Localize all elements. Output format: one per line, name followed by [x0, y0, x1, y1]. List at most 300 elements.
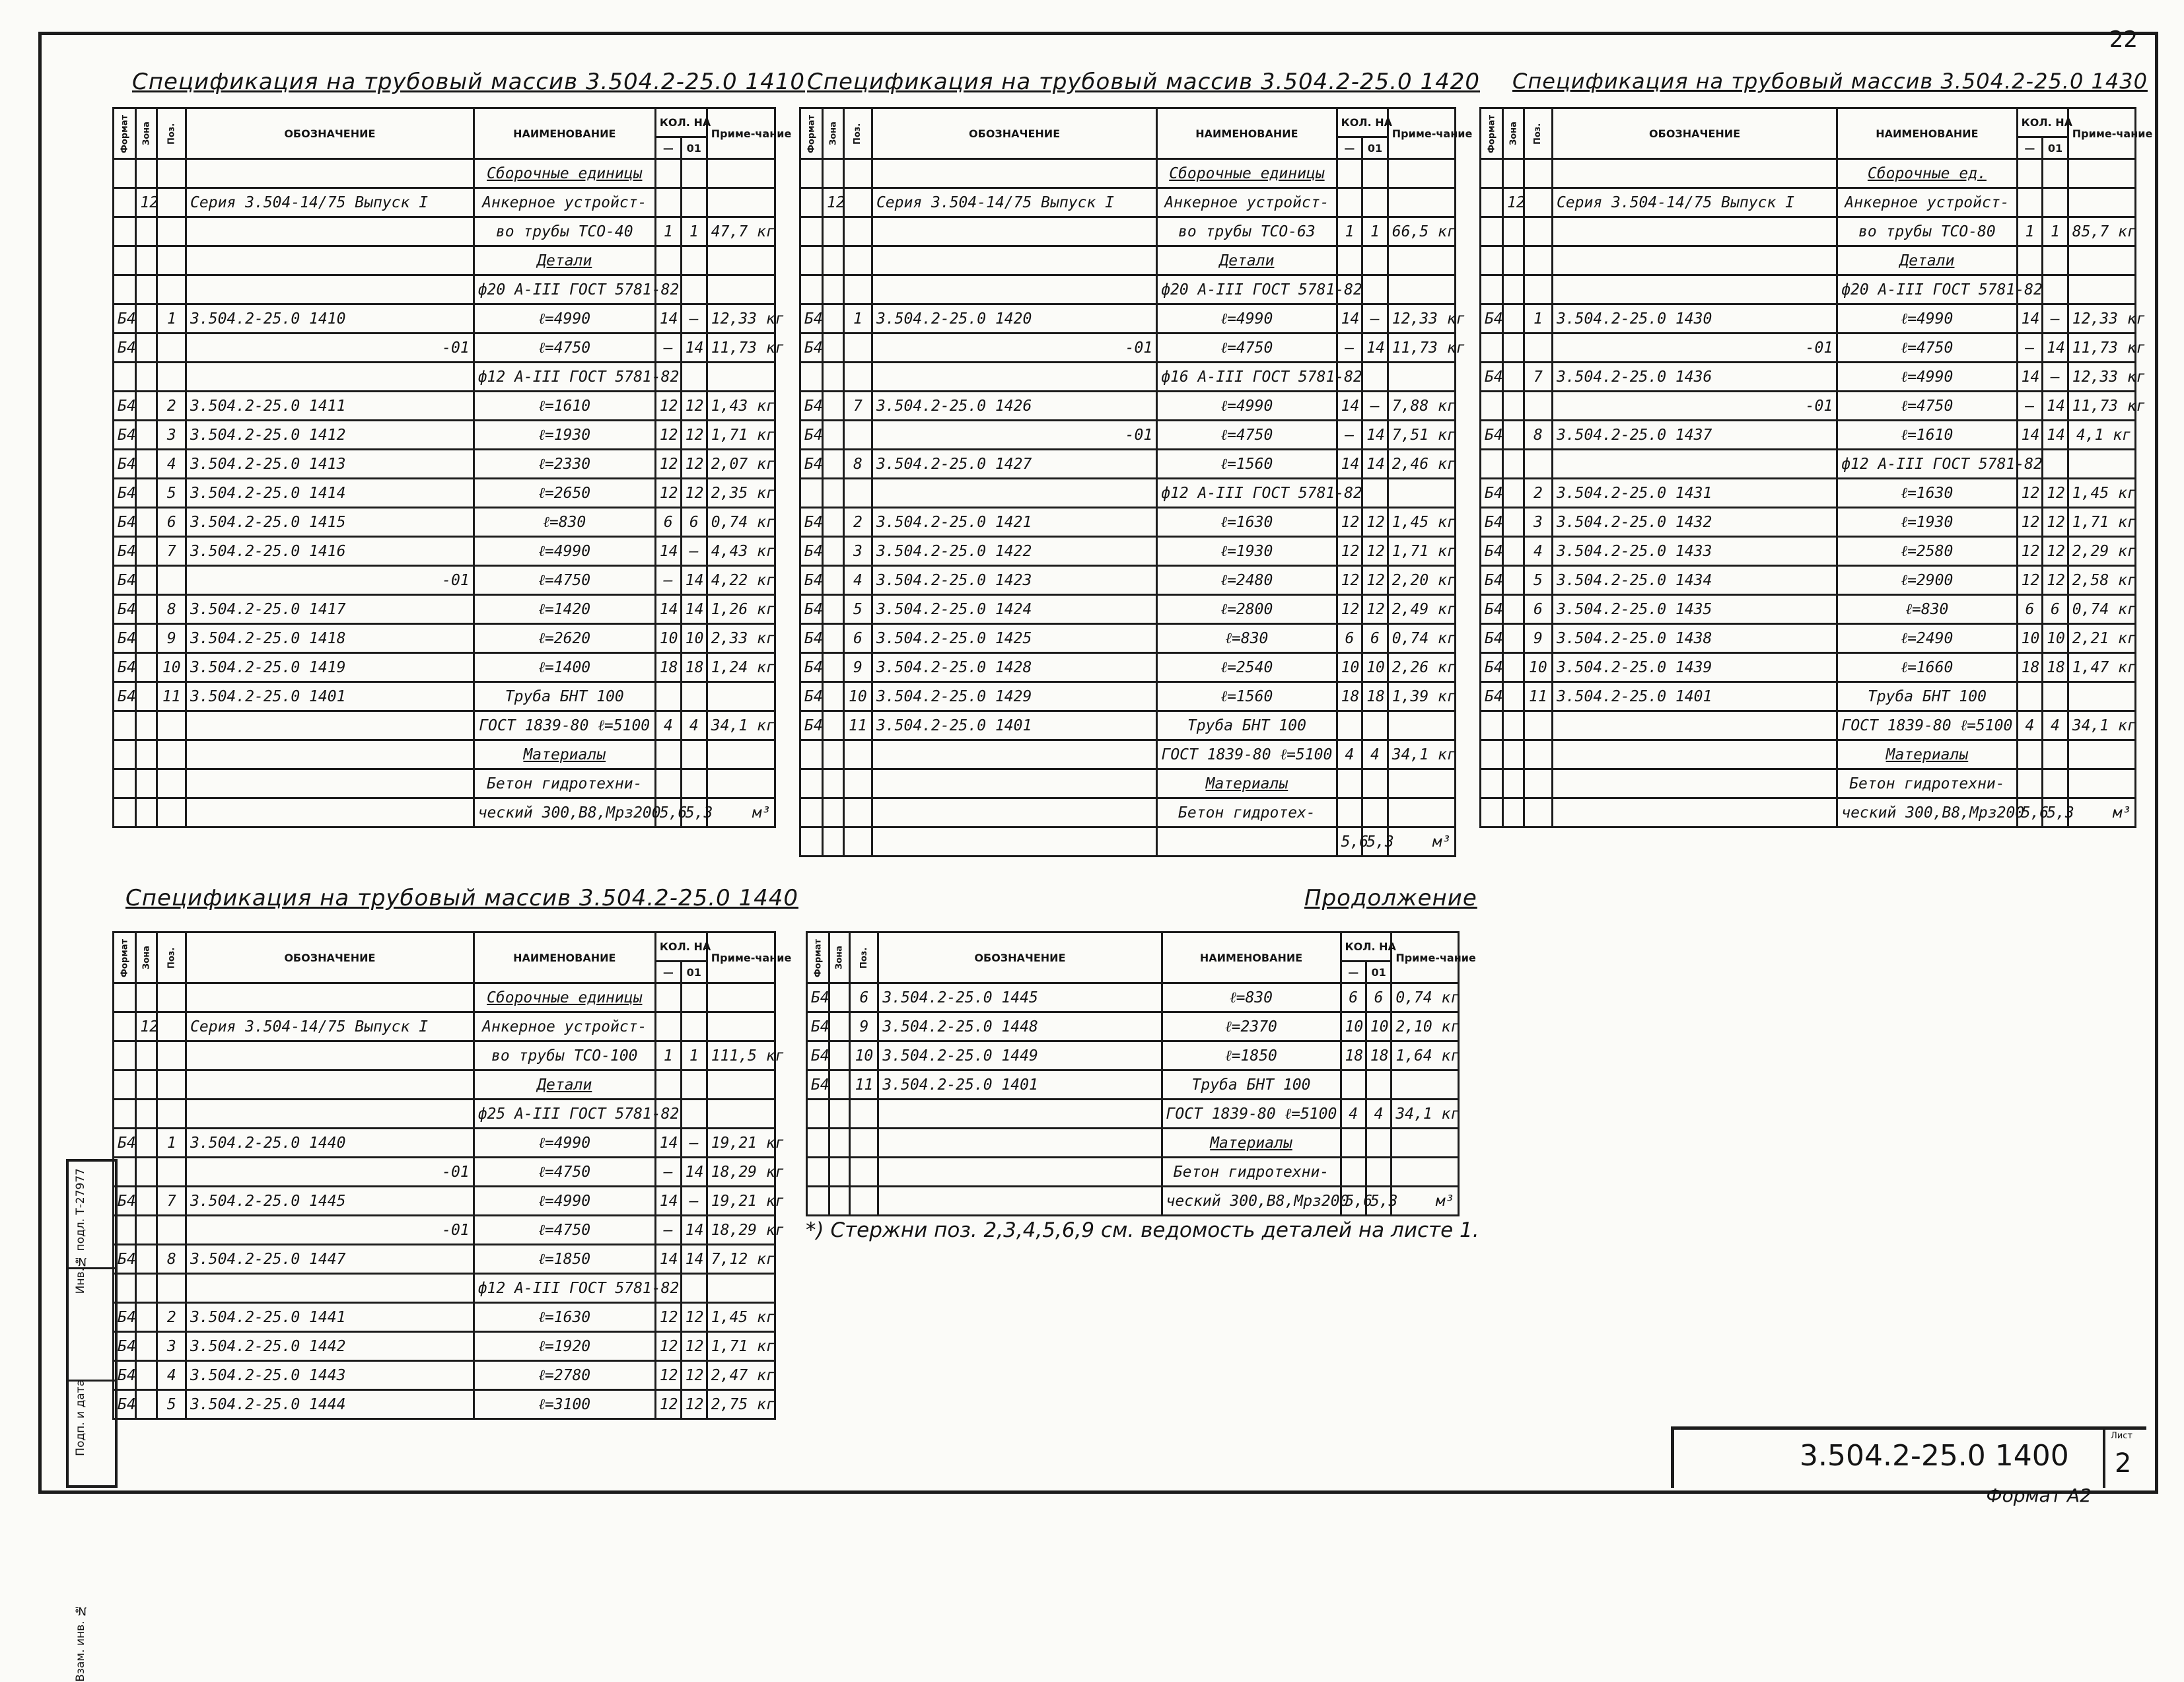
cell-n: ф12 А-III ГОСТ 5781-82 — [474, 363, 655, 392]
spec-title-1440: Спецификация на трубовый массив 3.504.2-25.0 1440 — [125, 885, 798, 911]
table-row — [1481, 769, 2136, 798]
table-row — [1481, 653, 2136, 682]
cell-a — [2017, 682, 2043, 711]
cell-b — [1362, 479, 1388, 508]
cell-z — [136, 983, 157, 1012]
cell-z — [136, 566, 157, 595]
cell-a: — — [655, 1158, 681, 1187]
cell-p — [843, 421, 872, 450]
col-header-name: НАИМЕНОВАНИЕ — [1837, 108, 2017, 159]
cell-p — [843, 159, 872, 188]
cell-m — [707, 275, 775, 304]
cell-f: Б4 — [800, 653, 823, 682]
cell-b: 12 — [2043, 508, 2068, 537]
cell-z — [1503, 798, 1524, 827]
cell-m: 4,1 кг — [2068, 421, 2135, 450]
cell-z — [136, 1158, 157, 1187]
table-row — [800, 624, 1456, 653]
cell-d — [878, 1158, 1162, 1187]
cell-a: — — [655, 1216, 681, 1245]
cell-n: ℓ=4750 — [474, 566, 655, 595]
table-row — [114, 304, 775, 333]
cell-d — [1552, 769, 1837, 798]
cell-m — [707, 983, 775, 1012]
table-row — [800, 537, 1456, 566]
cell-n: ℓ=4990 — [474, 1129, 655, 1158]
cell-p: 1 — [1524, 304, 1552, 333]
cell-z — [136, 392, 157, 421]
col-header-designation: ОБОЗНАЧЕНИЕ — [186, 932, 474, 983]
cell-z — [829, 1100, 850, 1129]
cell-b: 12 — [1362, 537, 1388, 566]
table-row — [800, 798, 1456, 827]
cell-z — [136, 1041, 157, 1070]
cell-a — [1341, 1070, 1366, 1100]
col-header-format: Формат — [114, 932, 136, 983]
cell-p: 11 — [1524, 682, 1552, 711]
cell-m — [707, 740, 775, 769]
cell-p: 3 — [157, 1332, 186, 1361]
cell-b: 14 — [681, 595, 707, 624]
cell-n: Бетон гидротехни- — [1162, 1158, 1341, 1187]
cell-p: 2 — [843, 508, 872, 537]
cell-n: ℓ=1930 — [1837, 508, 2017, 537]
table-row — [114, 1361, 775, 1390]
cell-m — [707, 246, 775, 275]
table-row — [800, 508, 1456, 537]
cell-b: 12 — [1362, 508, 1388, 537]
cell-a: 4 — [1337, 740, 1362, 769]
cell-d — [186, 1274, 474, 1303]
cell-a: 6 — [1337, 624, 1362, 653]
cell-n: ℓ=1630 — [1157, 508, 1337, 537]
cell-b — [1362, 363, 1388, 392]
cell-n: ℓ=1930 — [474, 421, 655, 450]
cell-b — [1362, 275, 1388, 304]
col-header-name: НАИМЕНОВАНИЕ — [1157, 108, 1337, 159]
format-label: Формат А2 — [1986, 1485, 2092, 1506]
cell-b — [2043, 450, 2068, 479]
cell-b: 10 — [2043, 624, 2068, 653]
cell-d — [186, 1041, 474, 1070]
table-row — [114, 1274, 775, 1303]
cell-f — [800, 798, 823, 827]
table-row — [1481, 159, 2136, 188]
cell-b: 10 — [681, 624, 707, 653]
cell-n: ℓ=1630 — [1837, 479, 2017, 508]
cell-z — [823, 711, 844, 740]
cell-f — [114, 217, 136, 246]
cell-f — [807, 1129, 829, 1158]
cell-n: во трубы ТСО-100 — [474, 1041, 655, 1070]
cell-p: 9 — [1524, 624, 1552, 653]
cell-m — [1388, 363, 1455, 392]
cell-d: 3.504.2-25.0 1429 — [872, 682, 1156, 711]
cell-f: Б4 — [1481, 304, 1503, 333]
cell-m — [2068, 159, 2135, 188]
cell-a — [655, 159, 681, 188]
cell-z: 12 — [1503, 188, 1524, 217]
cell-f — [114, 188, 136, 217]
cell-z — [136, 1361, 157, 1390]
col-header-format: Формат — [800, 108, 823, 159]
cell-p: 6 — [157, 508, 186, 537]
cell-p — [1524, 740, 1552, 769]
cell-p: 5 — [157, 1390, 186, 1419]
cell-d — [1552, 159, 1837, 188]
cell-p: 7 — [843, 392, 872, 421]
table-row — [114, 1216, 775, 1245]
col-header-qty: КОЛ. НА — [2017, 108, 2068, 137]
cell-m — [1388, 769, 1455, 798]
cell-d — [872, 217, 1156, 246]
cell-z — [136, 1070, 157, 1100]
cell-f: Б4 — [114, 333, 136, 363]
cell-n: ℓ=1660 — [1837, 653, 2017, 682]
cell-m: м³ — [2068, 798, 2135, 827]
cell-d: 3.504.2-25.0 1445 — [186, 1187, 474, 1216]
cell-a: 14 — [2017, 421, 2043, 450]
col-header-pos: Поз. — [157, 108, 186, 159]
cell-m: 47,7 кг — [707, 217, 775, 246]
cell-f — [114, 711, 136, 740]
cell-f — [1481, 217, 1503, 246]
col-header-format: Формат — [807, 932, 829, 983]
cell-p — [843, 740, 872, 769]
table-row — [114, 1187, 775, 1216]
table-row — [800, 392, 1456, 421]
page-number: 22 — [2109, 26, 2138, 53]
cell-b: 12 — [681, 1390, 707, 1419]
cell-z — [823, 653, 844, 682]
table-row — [114, 1303, 775, 1332]
cell-n: ℓ=1610 — [474, 392, 655, 421]
cell-n: ℓ=1610 — [1837, 421, 2017, 450]
cell-d: 3.504.2-25.0 1444 — [186, 1390, 474, 1419]
table-row — [114, 450, 775, 479]
col-header-qty_a: — — [1337, 137, 1362, 159]
cell-m: 11,73 кг — [707, 333, 775, 363]
cell-z — [136, 653, 157, 682]
cell-m — [1388, 159, 1455, 188]
col-header-qty_a: — — [655, 962, 681, 983]
cell-n: ГОСТ 1839-80 ℓ=5100 — [1157, 740, 1337, 769]
cell-m — [707, 769, 775, 798]
cell-f — [1481, 275, 1503, 304]
cell-n: Детали — [1157, 246, 1337, 275]
cell-b: 14 — [1362, 450, 1388, 479]
table-row — [1481, 217, 2136, 246]
cell-f: Б4 — [800, 450, 823, 479]
cell-p: 1 — [157, 304, 186, 333]
cell-a: 1 — [655, 217, 681, 246]
col-header-pos: Поз. — [850, 932, 878, 983]
cell-p — [157, 159, 186, 188]
cell-a — [2017, 740, 2043, 769]
cell-a: 10 — [655, 624, 681, 653]
header-row — [800, 108, 1456, 137]
table-row — [114, 392, 775, 421]
cell-d: 3.504.2-25.0 1420 — [872, 304, 1156, 333]
table-row — [807, 1012, 1459, 1041]
table-row — [114, 363, 775, 392]
cell-m: 18,29 кг — [707, 1158, 775, 1187]
cell-n: Сборочные единицы — [1157, 159, 1337, 188]
cell-p — [157, 1216, 186, 1245]
cell-p: 8 — [157, 1245, 186, 1274]
cell-m — [2068, 740, 2135, 769]
col-header-designation: ОБОЗНАЧЕНИЕ — [878, 932, 1162, 983]
cell-z — [136, 537, 157, 566]
cell-p — [1524, 711, 1552, 740]
cell-b: 5,3 — [1362, 827, 1388, 857]
table-row — [1481, 711, 2136, 740]
cell-b: 12 — [681, 1332, 707, 1361]
spec-title-1410: Спецификация на трубовый массив 3.504.2-25.0 1410 — [132, 69, 805, 95]
cell-f: Б4 — [114, 304, 136, 333]
table-row — [807, 983, 1459, 1012]
cell-p — [843, 217, 872, 246]
cell-n: Труба БНТ 100 — [1162, 1070, 1341, 1100]
cell-m: м³ — [707, 798, 775, 827]
sheet-number: 2 — [2115, 1448, 2132, 1479]
cell-n: ℓ=1920 — [474, 1332, 655, 1361]
cell-m: 4,43 кг — [707, 537, 775, 566]
cell-d: 3.504.2-25.0 1413 — [186, 450, 474, 479]
cell-n: ℓ=1560 — [1157, 450, 1337, 479]
cell-b — [2043, 275, 2068, 304]
cell-d: -01 — [872, 333, 1156, 363]
cell-b: — — [2043, 363, 2068, 392]
col-header-note: Приме-чание — [707, 932, 775, 983]
cell-b: 6 — [1366, 983, 1391, 1012]
cell-f: Б4 — [1481, 682, 1503, 711]
cell-p — [1524, 798, 1552, 827]
cell-n: ℓ=830 — [1157, 624, 1337, 653]
cell-f: Б4 — [114, 1361, 136, 1390]
sheet-box — [2103, 1430, 2146, 1488]
cell-d — [186, 740, 474, 769]
cell-z — [1503, 275, 1524, 304]
cell-f — [1481, 450, 1503, 479]
cell-m: 1,71 кг — [1388, 537, 1455, 566]
table-row — [1481, 537, 2136, 566]
cell-n: ческий 300,В8,Мрз200 — [474, 798, 655, 827]
table-row — [1481, 740, 2136, 769]
cell-b: 1 — [681, 1041, 707, 1070]
cell-f — [114, 798, 136, 827]
table-row — [114, 769, 775, 798]
spec-table-1430 — [1479, 107, 2153, 828]
cell-d: -01 — [186, 333, 474, 363]
cell-d: 3.504.2-25.0 1433 — [1552, 537, 1837, 566]
cell-d: 3.504.2-25.0 1412 — [186, 421, 474, 450]
cell-b: 14 — [1362, 421, 1388, 450]
cell-z — [1503, 682, 1524, 711]
cell-b: — — [681, 537, 707, 566]
table-row — [800, 421, 1456, 450]
cell-d — [872, 363, 1156, 392]
col-header-format: Формат — [114, 108, 136, 159]
cell-z — [1503, 624, 1524, 653]
cell-f: Б4 — [114, 479, 136, 508]
cell-d: 3.504.2-25.0 1445 — [878, 983, 1162, 1012]
cell-p: 5 — [843, 595, 872, 624]
cell-d: 3.504.2-25.0 1432 — [1552, 508, 1837, 537]
side-strip — [66, 1159, 118, 1682]
cell-a: 12 — [655, 1390, 681, 1419]
footnote-mark: *) — [806, 1218, 824, 1242]
cell-p: 4 — [157, 450, 186, 479]
cell-m: 19,21 кг — [707, 1187, 775, 1216]
cell-z — [1503, 711, 1524, 740]
cell-m — [707, 1100, 775, 1129]
cell-n: ℓ=4990 — [474, 304, 655, 333]
cell-a: 10 — [2017, 624, 2043, 653]
cell-d: 3.504.2-25.0 1430 — [1552, 304, 1837, 333]
cell-f — [114, 1041, 136, 1070]
cell-f: Б4 — [800, 711, 823, 740]
cell-p — [850, 1158, 878, 1187]
cell-b: 12 — [681, 1361, 707, 1390]
cell-d: 3.504.2-25.0 1425 — [872, 624, 1156, 653]
cell-d: 3.504.2-25.0 1426 — [872, 392, 1156, 421]
cell-n: ℓ=3100 — [474, 1390, 655, 1419]
cell-b — [681, 246, 707, 275]
cell-z — [136, 624, 157, 653]
col-header-designation: ОБОЗНАЧЕНИЕ — [872, 108, 1156, 159]
table-row — [807, 1041, 1459, 1070]
cell-a: 10 — [1341, 1012, 1366, 1041]
cell-n: Бетон гидротехни- — [474, 769, 655, 798]
cell-d: 3.504.2-25.0 1401 — [878, 1070, 1162, 1100]
cell-a — [655, 740, 681, 769]
cell-d: 3.504.2-25.0 1439 — [1552, 653, 1837, 682]
cell-d — [186, 798, 474, 827]
cell-a: 14 — [655, 1245, 681, 1274]
header-row — [114, 932, 775, 962]
cell-z — [1503, 421, 1524, 450]
table-row — [800, 769, 1456, 798]
table-row — [114, 537, 775, 566]
cell-a: 14 — [1337, 392, 1362, 421]
cell-b — [681, 1100, 707, 1129]
cell-n: Материалы — [1837, 740, 2017, 769]
cell-z — [136, 1187, 157, 1216]
cell-p — [843, 188, 872, 217]
cell-f — [1481, 246, 1503, 275]
cell-n: ф20 А-III ГОСТ 5781-82 — [1157, 275, 1337, 304]
table-row — [800, 653, 1456, 682]
cell-p — [157, 769, 186, 798]
table-row — [800, 159, 1456, 188]
table-row — [800, 827, 1456, 857]
col-header-zone: Зона — [136, 932, 157, 983]
cell-m: 11,73 кг — [2068, 392, 2135, 421]
cell-m — [2068, 682, 2135, 711]
cell-d: 3.504.2-25.0 1427 — [872, 450, 1156, 479]
cell-a: 4 — [1341, 1100, 1366, 1129]
cell-a: 18 — [1337, 682, 1362, 711]
cell-z — [823, 769, 844, 798]
cell-b — [681, 740, 707, 769]
table-row — [114, 1012, 775, 1041]
cell-a: 1 — [2017, 217, 2043, 246]
cell-f: Б4 — [800, 421, 823, 450]
cell-b: 12 — [681, 421, 707, 450]
table-row — [114, 1100, 775, 1129]
cell-f: Б4 — [114, 421, 136, 450]
cell-m — [707, 1274, 775, 1303]
table-row — [114, 246, 775, 275]
table-row — [1481, 246, 2136, 275]
cell-b: — — [681, 1187, 707, 1216]
cell-m — [707, 1012, 775, 1041]
cell-n: ГОСТ 1839-80 ℓ=5100 — [1837, 711, 2017, 740]
cell-z — [136, 217, 157, 246]
cell-d — [878, 1100, 1162, 1129]
cell-f — [1481, 711, 1503, 740]
cell-p — [1524, 333, 1552, 363]
table-row — [114, 566, 775, 595]
table-row — [1481, 566, 2136, 595]
cell-z — [136, 1100, 157, 1129]
cell-b: 4 — [1366, 1100, 1391, 1129]
cell-z — [823, 595, 844, 624]
cell-n: во трубы ТСО-63 — [1157, 217, 1337, 246]
cell-d: 3.504.2-25.0 1401 — [186, 682, 474, 711]
cell-m: 1,71 кг — [707, 421, 775, 450]
cell-p: 8 — [843, 450, 872, 479]
cell-d: 3.504.2-25.0 1424 — [872, 595, 1156, 624]
col-header-pos: Поз. — [843, 108, 872, 159]
cell-z — [1503, 392, 1524, 421]
cell-d — [1552, 711, 1837, 740]
table-row — [114, 1041, 775, 1070]
cell-z — [136, 1390, 157, 1419]
cell-n: ф12 А-III ГОСТ 5781-82 — [1837, 450, 2017, 479]
cell-n: ф20 А-III ГОСТ 5781-82 — [474, 275, 655, 304]
table-row — [807, 1187, 1459, 1216]
cell-z — [823, 682, 844, 711]
cell-z — [823, 363, 844, 392]
cell-f: Б4 — [114, 537, 136, 566]
cell-p — [157, 798, 186, 827]
document-code: 3.504.2-25.0 1400 — [1800, 1439, 2069, 1473]
cell-p — [850, 1129, 878, 1158]
cell-f: Б4 — [114, 508, 136, 537]
cell-p: 3 — [157, 421, 186, 450]
cell-z — [1503, 537, 1524, 566]
cell-p — [850, 1187, 878, 1216]
cell-b: 12 — [681, 392, 707, 421]
cell-d — [1552, 275, 1837, 304]
cell-d: 3.504.2-25.0 1449 — [878, 1041, 1162, 1070]
sheet-label: Лист — [2111, 1431, 2132, 1441]
cell-d — [872, 159, 1156, 188]
cell-a: 12 — [655, 450, 681, 479]
cell-d — [872, 246, 1156, 275]
cell-n: ℓ=4750 — [474, 1216, 655, 1245]
cell-p: 10 — [1524, 653, 1552, 682]
cell-a: 12 — [655, 1332, 681, 1361]
cell-m: 1,24 кг — [707, 653, 775, 682]
cell-f — [114, 159, 136, 188]
cell-z — [829, 983, 850, 1012]
table-row — [800, 450, 1456, 479]
table-row — [114, 421, 775, 450]
cell-f — [800, 188, 823, 217]
